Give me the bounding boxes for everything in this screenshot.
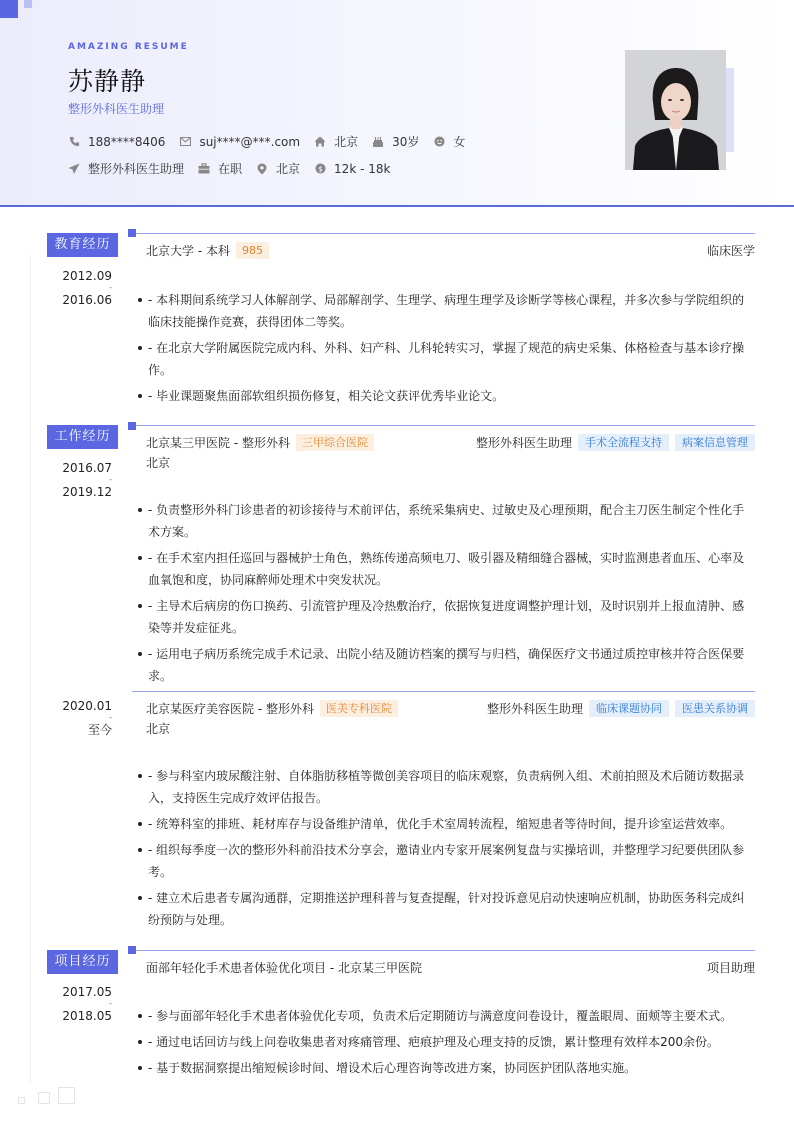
list-item: - 毕业课题聚焦面部软组织损伤修复，相关论文获评优秀毕业论文。 [138,385,748,407]
svg-text:$: $ [317,164,323,174]
list-item: - 组织每季度一次的整形外科前沿技术分享会，邀请业内专家开展案例复盘与实操培训，并整理学习纪要供团队参考。 [138,839,748,883]
job-divider [132,691,755,692]
date-separator: - [109,475,112,484]
money-icon [314,163,326,175]
salary-info [314,162,390,176]
list-item: - 参与面部年轻化手术患者体验优化专项，负责术后定期随访与满意度问卷设计，覆盖眼周、面颊等主要术式。 [138,1005,748,1027]
intention-info-row [68,160,404,177]
age-info [372,133,419,150]
education-bullets [138,289,748,411]
skill-tag: 临床课题协同 [589,700,669,717]
section-marker [128,946,136,954]
intended-city-text: 北京 [276,162,301,176]
hometown-text: 北京 [334,135,359,149]
corner-square-decoration [38,1092,50,1104]
phone-text: 188****8406 [88,134,166,149]
intended-city-info [256,160,300,177]
job-bullets [138,499,748,691]
location-pin-icon [256,163,268,175]
section-marker [128,422,136,430]
skill-tag: 病案信息管理 [675,434,755,451]
company-tag: 三甲综合医院 [296,434,374,451]
education-end-date: 2016.06 [62,293,112,307]
gender-text: 女 [453,135,466,149]
project-section-label: 项目经历 [47,950,118,974]
resume-header [0,0,794,207]
job-end-date: 至今 [87,723,112,737]
position-title: 整形外科医生助理 [486,702,583,716]
position-title: 整形外科医生助理 [475,436,572,450]
project-end-date: 2018.05 [62,1009,112,1023]
candidate-photo [625,50,726,170]
age-text: 30岁 [392,135,420,149]
date-separator: - [109,999,112,1008]
section-marker [128,229,136,237]
work-section-label: 工作经历 [47,425,118,449]
list-item: - 在手术室内担任巡回与器械护士角色，熟练传递高频电刀、吸引器及精细缝合器械，实时监测患者血压、心率及血氧饱和度，协同麻醉师处理术中突发状况。 [138,547,748,591]
list-item: - 运用电子病历系统完成手术记录、出院小结及随访档案的撰写与归档，确保医疗文书通过质控审核并符合医保要求。 [138,643,748,687]
company-name: 北京某医疗美容医院 - 整形外科 [146,702,314,716]
project-role: 项目助理 [706,961,755,975]
timeline-rail [30,255,31,1085]
job-title-line [146,434,755,451]
face-icon [433,136,445,148]
date-separator: - [109,713,112,722]
resume-tagline: AMAZING RESUME [68,42,189,52]
intended-job-text: 整形外科医生助理 [88,162,185,176]
list-item: - 基于数据洞察提出缩短候诊时间、增设术后心理咨询等改进方案，协同医护团队落地实施。 [138,1057,748,1079]
list-item: - 参与科室内玻尿酸注射、自体脂肪移植等微创美容项目的临床观察，负责病例入组、术前拍照及术后随访数据录入，支持医生完成疗效评估报告。 [138,765,748,809]
education-section-label: 教育经历 [47,233,118,257]
project-name: 面部年轻化手术患者体验优化项目 - 北京某三甲医院 [146,961,422,975]
section-divider [136,950,755,951]
skill-tag: 手术全流程支持 [578,434,669,451]
send-icon [68,163,80,175]
home-icon [314,136,326,148]
list-item: - 在北京大学附属医院完成内科、外科、妇产科、儿科轮转实习，掌握了规范的病史采集、体格检查与基本诊疗操作。 [138,337,748,381]
list-item: - 建立术后患者专属沟通群，定期推送护理科普与复查提醒，针对投诉意见启动快速响应机制，协助医务科完成纠纷预防与处理。 [138,887,748,931]
list-item: - 通过电话回访与线上问卷收集患者对疼痛管理、疤痕护理及心理支持的反馈，累计整理有效样本200余份。 [138,1031,748,1053]
phone-info [68,135,165,149]
project-bullets [138,1005,748,1083]
section-divider [136,233,755,234]
corner-square-decoration [58,1087,75,1104]
email-info [179,135,300,149]
section-divider [136,425,755,426]
major: 临床医学 [706,244,755,258]
project-start-date: 2017.05 [62,985,112,999]
cake-icon [372,136,384,148]
job-start-date: 2020.01 [62,699,112,713]
date-separator: - [109,283,112,292]
candidate-job-title: 整形外科医生助理 [68,102,165,116]
gender-info [433,133,465,150]
phone-icon [68,136,80,148]
school-tag: 985 [236,242,269,259]
briefcase-icon [198,163,210,175]
school-name: 北京大学 - 本科 [146,244,230,258]
hometown-info [314,133,358,150]
job-city: 北京 [146,456,171,470]
job-end-date: 2019.12 [62,485,112,499]
corner-decoration [0,0,18,18]
job-title-line [146,700,755,717]
corner-square-decoration [18,1097,25,1104]
salary-text: 12k - 18k [334,161,391,176]
contact-info-row [68,133,479,150]
list-item: - 负责整形外科门诊患者的初诊接待与术前评估，系统采集病史、过敏史及心理预期，配合主刀医生制定个性化手术方案。 [138,499,748,543]
skill-tag: 医患关系协调 [675,700,755,717]
list-item: - 主导术后病房的伤口换药、引流管护理及冷热敷治疗，依据恢复进度调整护理计划，及时识别并上报血清肿、感染等并发症征兆。 [138,595,748,639]
list-item: - 统筹科室的排班、耗材库存与设备维护清单，优化手术室周转流程，缩短患者等待时间，提升诊室运营效率。 [138,813,748,835]
education-title-line [146,242,755,259]
education-start-date: 2012.09 [62,269,112,283]
status-text: 在职 [218,162,243,176]
mail-icon [179,136,191,148]
job-bullets [138,765,748,935]
corner-decoration-small [24,0,32,8]
intended-job-info [68,160,184,177]
company-name: 北京某三甲医院 - 整形外科 [146,436,290,450]
email-text: suj****@***.com [199,134,301,149]
company-tag: 医美专科医院 [320,700,398,717]
job-city: 北京 [146,722,171,736]
list-item: - 本科期间系统学习人体解剖学、局部解剖学、生理学、病理生理学及诊断学等核心课程，并多次参与学院组织的临床技能操作竞赛，获得团体二等奖。 [138,289,748,333]
project-title-line [146,959,755,976]
candidate-name: 苏静静 [68,67,147,96]
status-info [198,160,242,177]
job-start-date: 2016.07 [62,461,112,475]
